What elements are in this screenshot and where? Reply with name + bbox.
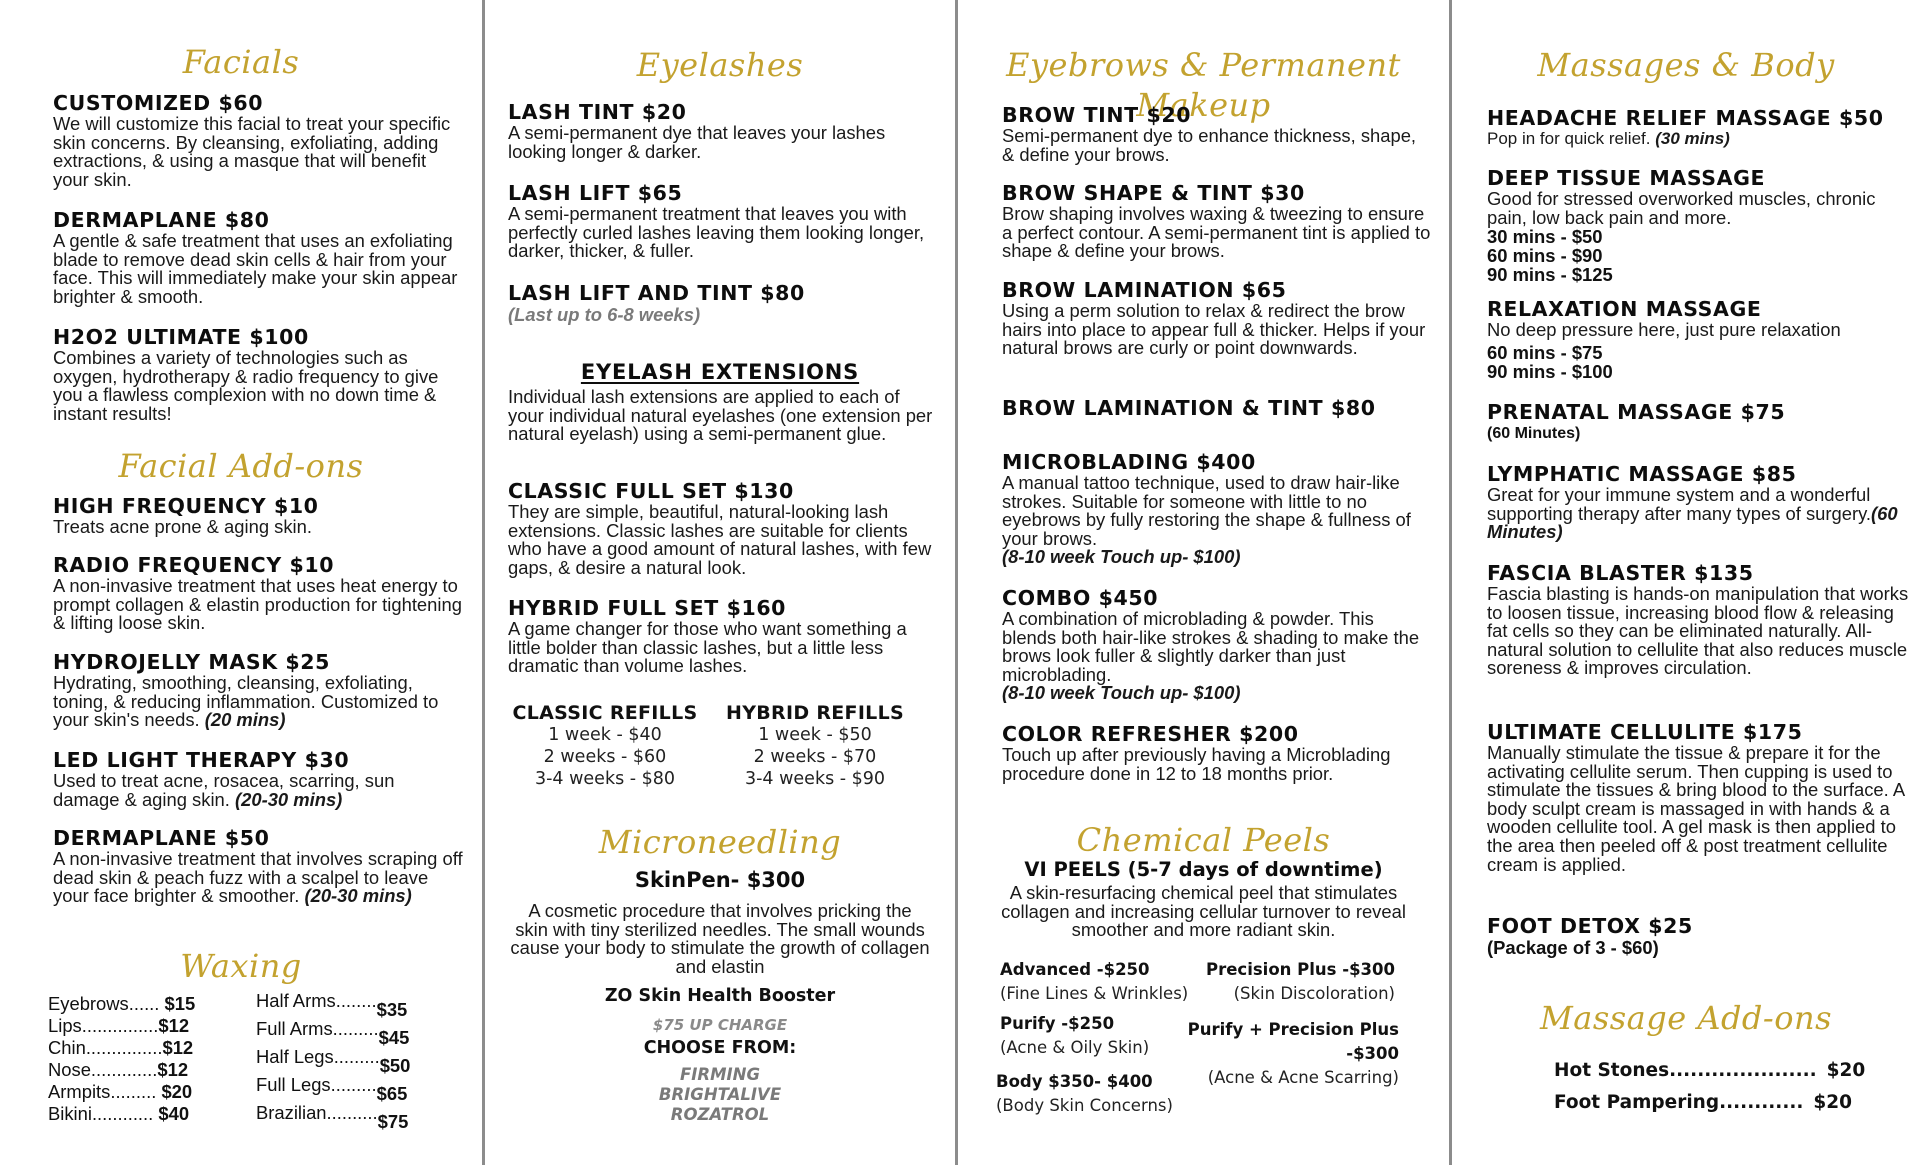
wax-row [256, 1074, 408, 1104]
service-desc: A non-invasive treatment that uses heat energy to prompt collagen & elastin production for tightening & lifting loose skin. [53, 575, 462, 634]
section-heading-massages: Massages & Body [1537, 46, 1835, 84]
wax-price: $40 [158, 1103, 190, 1124]
booster-option: BRIGHTALIVE [658, 1085, 782, 1104]
service-desc: Combines a variety of technologies such as oxygen, hydrotherapy & radio frequency to give you a flawless complexion with no down time & instant results! [53, 347, 439, 424]
wax-price: $65 [376, 1083, 408, 1104]
peel-option [1000, 958, 1188, 1006]
service-desc [53, 850, 463, 906]
service-title: DERMAPLANE $50 [53, 826, 270, 850]
addon-item [53, 826, 463, 906]
service-item [1487, 106, 1912, 149]
wax-price: $15 [164, 993, 196, 1014]
section-heading-massage-addons: Massage Add-ons [1539, 999, 1833, 1037]
desc-text: Hydrating, smoothing, cleansing, exfoliating, toning, & reducing inflammation. Customized to your skin's needs. [53, 672, 439, 731]
peel-option [1188, 1018, 1399, 1090]
service-desc: Semi-permanent dye to enhance thickness, shape, & define your brows. [1002, 125, 1417, 165]
service-title: PRENATAL MASSAGE $75 [1487, 400, 1786, 424]
booster-title: ZO Skin Health Booster [604, 986, 836, 1006]
wax-label: Brazilian.......... [256, 1102, 378, 1123]
price-option: 30 mins - $50 [1487, 226, 1603, 248]
desc-text: A non-invasive treatment that involves scraping off dead skin & peach fuzz with a scalpel to leave your face brighter & smoother. [53, 848, 463, 907]
service-title: COLOR REFRESHER $200 [1002, 722, 1299, 746]
service-title: HIGH FREQUENCY $10 [53, 494, 319, 518]
wax-label: Half Arms........ [256, 990, 377, 1011]
service-desc: A semi-permanent dye that leaves your lashes looking longer & darker. [508, 122, 886, 162]
service-desc: Good for stressed overworked muscles, chronic pain, low back pain and more. [1487, 188, 1876, 228]
service-title: DEEP TISSUE MASSAGE [1487, 166, 1766, 190]
wax-price: $20 [161, 1081, 193, 1102]
service-item [1002, 278, 1432, 358]
price-option: 90 mins - $100 [1487, 360, 1613, 382]
wax-label: Nose............. [48, 1059, 158, 1080]
wax-price: $35 [376, 999, 408, 1020]
service-title: LYMPHATIC MASSAGE $85 [1487, 462, 1797, 486]
service-item [1002, 103, 1432, 164]
wax-row [48, 1059, 188, 1081]
upcharge-label: $75 UP CHARGE [652, 1016, 788, 1034]
section-heading-chemical-peels: Chemical Peels [1076, 821, 1331, 859]
section-heading-facial-addons: Facial Add-ons [118, 447, 364, 485]
wax-label: Bikini............ [48, 1103, 159, 1124]
service-desc: Brow shaping involves waxing & tweezing to ensure a perfect contour. A semi-permanent tint is applied to shape & define your brows. [1002, 203, 1431, 262]
duration-note: (20-30 mins) [304, 885, 412, 907]
section-heading-facials: Facials [182, 43, 300, 81]
service-title: BROW LAMINATION & TINT $80 [1002, 396, 1376, 420]
addon-label: Foot Pampering............ [1554, 1092, 1804, 1113]
booster-option: ROZATROL [670, 1105, 770, 1124]
wax-row [256, 990, 408, 1020]
service-title: LED LIGHT THERAPY $30 [53, 748, 350, 772]
addon-price: $20 [1826, 1060, 1866, 1081]
addon-label: Hot Stones..................... [1554, 1060, 1817, 1081]
service-desc: A semi-permanent treatment that leaves you with perfectly curled lashes leaving them looking longer, darker, thicker, & fuller. [508, 203, 925, 262]
eyelash-extensions-heading: EYELASH EXTENSIONS [580, 360, 860, 384]
wax-row [48, 1015, 189, 1037]
wax-label: Armpits......... [48, 1081, 162, 1102]
wax-row [48, 1103, 189, 1125]
eyelashes-column [485, 0, 955, 1165]
service-title: CLASSIC FULL SET $130 [508, 479, 794, 503]
peel-option [1206, 958, 1395, 1006]
peel-concern: (Body Skin Concerns) [996, 1096, 1173, 1115]
vi-peels-title: VI PEELS (5-7 days of downtime) [1024, 858, 1383, 881]
service-item [1487, 166, 1912, 284]
eyebrows-column [958, 0, 1449, 1165]
service-desc: A combination of microblading & powder. This blends both hair-like strokes & shading to make the brows look fuller & slightly darker than just microblading. [1002, 608, 1420, 685]
duration-note: (60 Minutes) [1487, 425, 1581, 442]
service-item [1487, 720, 1912, 874]
wax-row [256, 1102, 409, 1132]
service-desc: Fascia blasting is hands-on manipulation that works to loosen tissue, increasing blood flow & releasing fat cells so they can be eliminated naturally. All-natural solution to cellulite that also reduces muscle soreness & improves circulation. [1487, 583, 1909, 679]
service-title: LASH LIFT AND TINT $80 [508, 281, 805, 305]
facials-column [0, 0, 482, 1165]
service-desc [1487, 130, 1912, 149]
package-note: (Package of 3 - $60) [1487, 937, 1659, 958]
service-item [508, 181, 938, 261]
skinpen-title: SkinPen- $300 [634, 868, 806, 892]
service-desc [1487, 486, 1912, 542]
duration-note: (20-30 mins) [234, 788, 343, 810]
wax-row [48, 1037, 193, 1059]
extensions-intro: Individual lash extensions are applied to each of your individual natural eyelashes (one extension per natural eyelash) using a semi-permanent glue. [508, 386, 933, 445]
service-desc: Touch up after previously having a Microblading procedure done in 12 to 18 months prior. [1002, 744, 1391, 784]
refill-table-hybrid [715, 702, 915, 790]
wax-label: Chin............... [48, 1037, 163, 1058]
service-title: LASH LIFT $65 [508, 181, 683, 205]
peel-concern: (Acne & Acne Scarring) [1207, 1068, 1399, 1087]
service-desc: A manual tattoo technique, used to draw hair-like strokes. Suitable for someone with little to no eyebrows by fully restoring the shape & fullness of your brows. [1002, 472, 1411, 549]
duration-note: (60 Minutes) [1487, 502, 1898, 543]
peel-option [996, 1070, 1173, 1118]
addon-price: $20 [1813, 1092, 1853, 1113]
desc-text: Pop in for quick relief. [1487, 129, 1656, 148]
wax-price: $12 [157, 1059, 189, 1080]
service-item [1002, 181, 1432, 261]
service-title: HYBRID FULL SET $160 [508, 596, 787, 620]
service-title: DERMAPLANE $80 [53, 208, 270, 232]
price-option: 60 mins - $90 [1487, 245, 1603, 267]
section-heading-waxing: Waxing [180, 947, 302, 985]
service-title: BROW SHAPE & TINT $30 [1002, 181, 1305, 205]
section-heading-eyebrows: Eyebrows & Permanent Makeup [1006, 46, 1401, 124]
service-title: HEADACHE RELIEF MASSAGE $50 [1487, 106, 1884, 130]
booster-option: FIRMING [679, 1065, 761, 1084]
desc-text: Used to treat acne, rosacea, scarring, sun damage & aging skin. [53, 770, 395, 810]
vi-peels-desc: A skin-resurfacing chemical peel that stimulates collagen and increasing cellular turnover to reveal smoother and more radiant skin. [1001, 882, 1406, 941]
service-desc: They are simple, beautiful, natural-looking lash extensions. Classic lashes are suitable for clients who have a good amount of natural lashes, with few gaps, & desire a natural look. [508, 501, 932, 578]
wax-price: $12 [162, 1037, 194, 1058]
service-title: MICROBLADING $400 [1002, 450, 1256, 474]
service-title: CUSTOMIZED $60 [53, 91, 264, 115]
wax-row [256, 1018, 410, 1048]
peel-name: Precision Plus -$300 [1206, 960, 1395, 979]
service-title: H2O2 ULTIMATE $100 [53, 325, 309, 349]
refill-price: 3-4 weeks - $80 [534, 769, 676, 789]
service-item [1002, 722, 1432, 783]
desc-text: Great for your immune system and a wonderful supporting therapy after many types of surgery. [1487, 484, 1872, 524]
service-title: HYDROJELLY MASK $25 [53, 650, 331, 674]
service-item [1002, 396, 1432, 420]
refill-price: 1 week - $40 [548, 725, 662, 745]
service-item [1487, 297, 1912, 381]
microneedling-desc: A cosmetic procedure that involves pricking the skin with tiny sterilized needles. The small wounds cause your body to stimulate the growth of collagen and elastin [510, 900, 930, 977]
service-title: ULTIMATE CELLULITE $175 [1487, 720, 1803, 744]
wax-label: Full Arms......... [256, 1018, 379, 1039]
wax-label: Full Legs......... [256, 1074, 377, 1095]
service-desc [53, 674, 463, 730]
duration-note: (Last up to 6-8 weeks) [508, 304, 701, 325]
service-item [1002, 586, 1432, 703]
service-item [508, 281, 938, 325]
service-title: COMBO $450 [1002, 586, 1159, 610]
peel-concern: (Acne & Oily Skin) [1000, 1038, 1150, 1057]
service-item [1487, 462, 1912, 542]
wax-label: Half Legs......... [256, 1046, 380, 1067]
service-title: RADIO FREQUENCY $10 [53, 553, 335, 577]
service-item [53, 325, 463, 423]
peel-name: Purify + Precision Plus [1187, 1020, 1399, 1039]
price-option: 60 mins - $75 [1487, 341, 1603, 363]
addon-item [53, 748, 463, 809]
service-title: BROW TINT $20 [1002, 103, 1192, 127]
service-desc: A game changer for those who want something a little bolder than classic lashes, but a little less dramatic than volume lashes. [508, 618, 907, 677]
massage-addon-row [1554, 1060, 1865, 1081]
service-title: LASH TINT $20 [508, 100, 687, 124]
wax-label: Eyebrows...... [48, 993, 165, 1014]
addon-item [53, 494, 463, 537]
wax-price: $12 [158, 1015, 190, 1036]
service-title: FOOT DETOX $25 [1487, 914, 1693, 938]
massage-addon-row [1554, 1092, 1852, 1113]
wax-price: $50 [379, 1055, 411, 1076]
massages-column [1452, 0, 1920, 1165]
wax-row [48, 993, 195, 1015]
refill-price: 2 weeks - $70 [753, 747, 877, 767]
peel-concern: (Fine Lines & Wrinkles) [1000, 984, 1189, 1003]
service-desc [53, 772, 463, 809]
refill-heading: HYBRID REFILLS [726, 702, 904, 724]
section-heading-microneedling: Microneedling [598, 823, 842, 861]
service-desc: A gentle & safe treatment that uses an exfoliating blade to remove dead skin cells & hair from your face. This will immediately make your skin appear brighter & smooth. [53, 230, 458, 307]
wax-price: $75 [377, 1111, 409, 1132]
refill-price: 1 week - $50 [758, 725, 872, 745]
service-desc: No deep pressure here, just pure relaxation [1487, 319, 1841, 340]
peel-name: Advanced -$250 [1000, 960, 1150, 979]
refill-price: 3-4 weeks - $90 [744, 769, 886, 789]
wax-price: $45 [378, 1027, 410, 1048]
peel-name: Body $350- $400 [996, 1072, 1153, 1091]
service-item [508, 479, 938, 577]
duration-note: (30 mins) [1655, 129, 1730, 148]
refill-table-classic [505, 702, 705, 790]
addon-item [53, 553, 463, 633]
service-desc: Manually stimulate the tissue & prepare it for the activating cellulite serum. Then cupping is used to stimulate the tissues & bring blood to the surface. A body sculpt cream is massaged in with hands & a wooden cellulite tool. A gel mask is then applied to the area then peeled off & post treatment cellulite cream is applied. [1487, 742, 1905, 875]
wax-row [256, 1046, 411, 1076]
section-heading-eyelashes: Eyelashes [636, 46, 804, 84]
service-item [53, 91, 463, 189]
touchup-note: (8-10 week Touch up- $100) [1002, 546, 1241, 568]
service-desc: Using a perm solution to relax & redirect the brow hairs into place to appear full & thicker. Helps if your natural brows are curly or point downwards. [1002, 300, 1426, 359]
service-item [1487, 561, 1912, 678]
booster-options [485, 1065, 955, 1125]
service-item [53, 208, 463, 306]
touchup-note: (8-10 week Touch up- $100) [1002, 682, 1241, 704]
service-item [1487, 400, 1912, 443]
service-desc: Treats acne prone & aging skin. [53, 516, 312, 537]
peel-price: -$300 [1346, 1044, 1399, 1063]
service-title: FASCIA BLASTER $135 [1487, 561, 1754, 585]
service-item [508, 100, 938, 161]
service-title: RELAXATION MASSAGE [1487, 297, 1762, 321]
service-item [1002, 450, 1432, 567]
refill-price: 2 weeks - $60 [543, 747, 667, 767]
peel-option [1000, 1012, 1149, 1060]
service-item [508, 596, 938, 676]
addon-item [53, 650, 463, 730]
choose-from-label: CHOOSE FROM: [643, 1038, 797, 1058]
service-item [1487, 914, 1912, 957]
wax-row [48, 1081, 192, 1103]
service-desc: We will customize this facial to treat your specific skin concerns. By cleansing, exfoliating, adding extractions, & using a masque that will benefit your skin. [53, 113, 451, 190]
service-title: BROW LAMINATION $65 [1002, 278, 1287, 302]
wax-label: Lips............... [48, 1015, 159, 1036]
peel-concern: (Skin Discoloration) [1233, 984, 1395, 1003]
duration-note: (20 mins) [204, 709, 286, 731]
refill-heading: CLASSIC REFILLS [512, 702, 698, 724]
price-option: 90 mins - $125 [1487, 264, 1613, 286]
peel-name: Purify -$250 [1000, 1014, 1115, 1033]
